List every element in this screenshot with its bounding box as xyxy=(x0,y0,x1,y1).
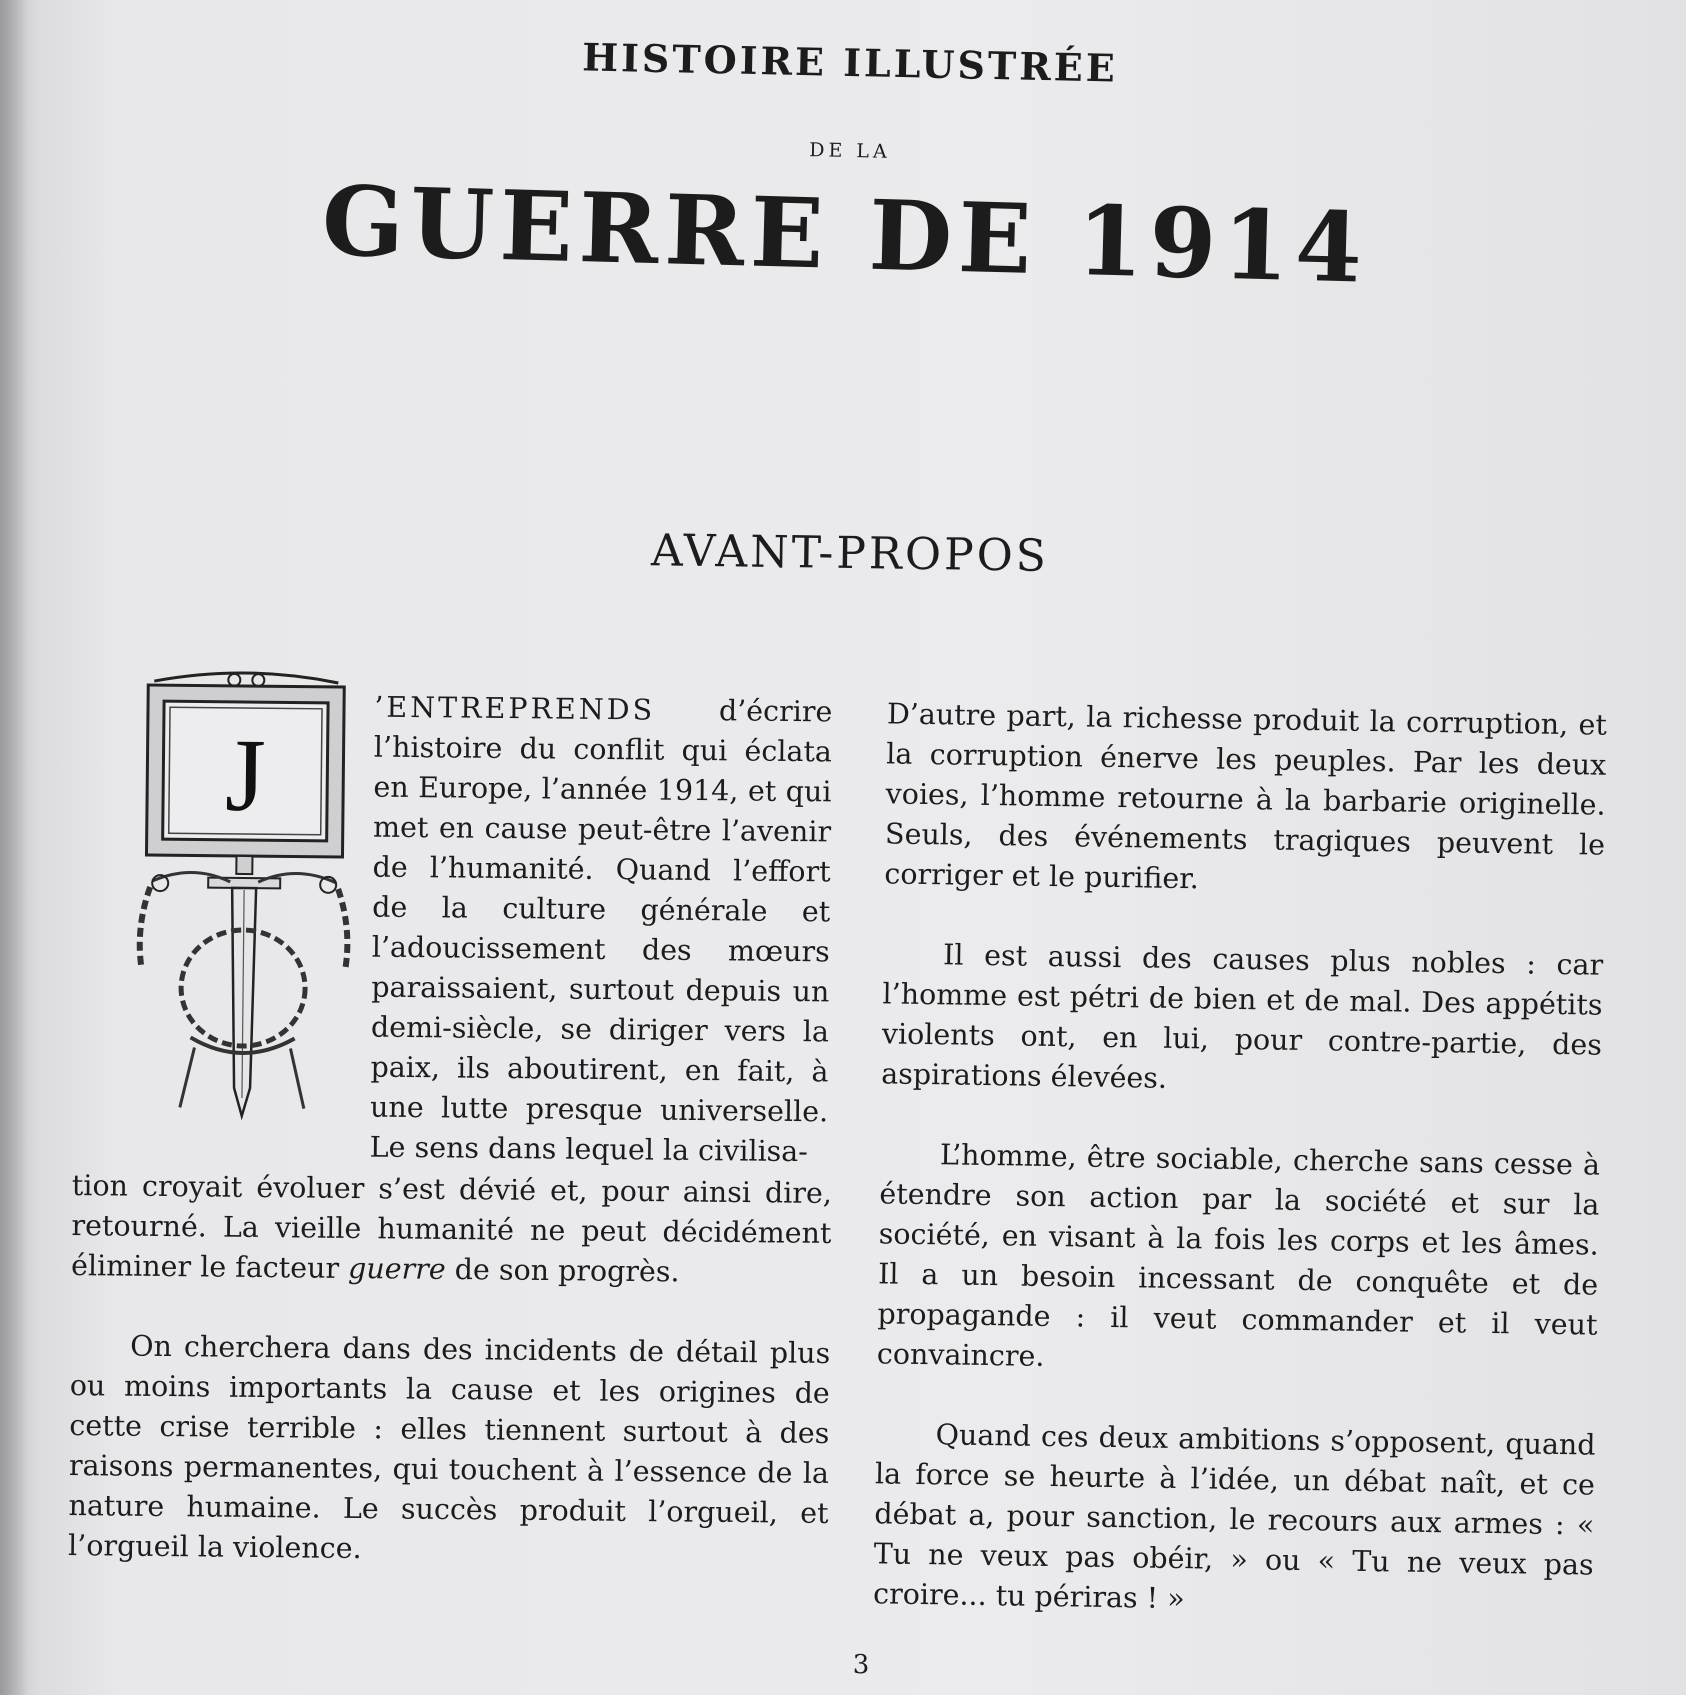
right-paragraph-4: Quand ces deux ambitions s’opposent, quand la force se heurte à l’idée, un débat naît, et ce débat a, pour sanction, le recours aux armes : « Tu ne veux pas obéir, » ou « Tu ne veux pas croire... tu périras ! » xyxy=(872,1418,1596,1616)
left-column-bottom xyxy=(68,1166,832,1574)
left-column-wrap xyxy=(369,688,832,1173)
left-paragraph-2: On cherchera dans des incidents de détail plus ou moins importants la cause et les origines de cette crise terrible : elles tiennent surtout à des raisons permanentes, qui touchent à l’essence de la nature humaine. Le succès produit l’orgueil, et l’orgueil la violence. xyxy=(67,1329,831,1566)
page-number: 3 xyxy=(852,1650,870,1680)
left-wrap-text: d’écrire l’histoire du conflit qui éclata en Europe, l’année 1914, et qui met en cause peut-être l’avenir de l’humanité. Quand l’effort de la culture générale et l’adoucissement des mœurs paraissaient, surtout depuis un demi-siècle, se diriger vers la paix, ils aboutirent, en fait, à une lutte presque universelle. Le sens dans lequel la civilisa- xyxy=(369,694,833,1169)
left-tail-italic: guerre xyxy=(347,1251,446,1286)
spine-shadow xyxy=(0,0,28,1695)
main-title: GUERRE DE 1914 xyxy=(320,164,1370,305)
left-tail-text-2: de son progrès. xyxy=(454,1253,680,1289)
section-title: AVANT-PROPOS xyxy=(650,525,1050,582)
left-tail-text-1: tion croyait évoluer s’est dévié et, pour ainsi dire, retourné. La vieille humanité ne peut décidément éliminer le facteur xyxy=(70,1169,833,1285)
dropcap-letter: J xyxy=(224,717,267,834)
ornamental-dropcap-icon xyxy=(130,667,359,1137)
right-column xyxy=(873,694,1607,1625)
dropcap-rest: ’ENTREPRENDS xyxy=(374,690,656,727)
header-top-line: HISTOIRE ILLUSTRÉE xyxy=(581,34,1119,91)
right-paragraph-2: Il est aussi des causes plus nobles : car l’homme est pétri de bien et de mal. Des appétits violents ont, en lui, pour contre-partie, des aspirations élevées. xyxy=(881,938,1604,1095)
right-paragraph-3: L’homme, être sociable, cherche sans cesse à étendre son action par la société et sur la société, en visant à la fois les corps et les âmes. Il a un besoin incessant de conquête et de propagande : il veut commander et il veut convaincre. xyxy=(876,1138,1601,1373)
header-sub-line: DE LA xyxy=(809,139,891,163)
right-paragraph-1: D’autre part, la richesse produit la corruption, et la corruption énerve les peuples. Par les deux voies, l’homme retourne à la barbarie originelle. Seuls, des événements tragiques peuvent le corriger et le purifier. xyxy=(884,697,1608,896)
